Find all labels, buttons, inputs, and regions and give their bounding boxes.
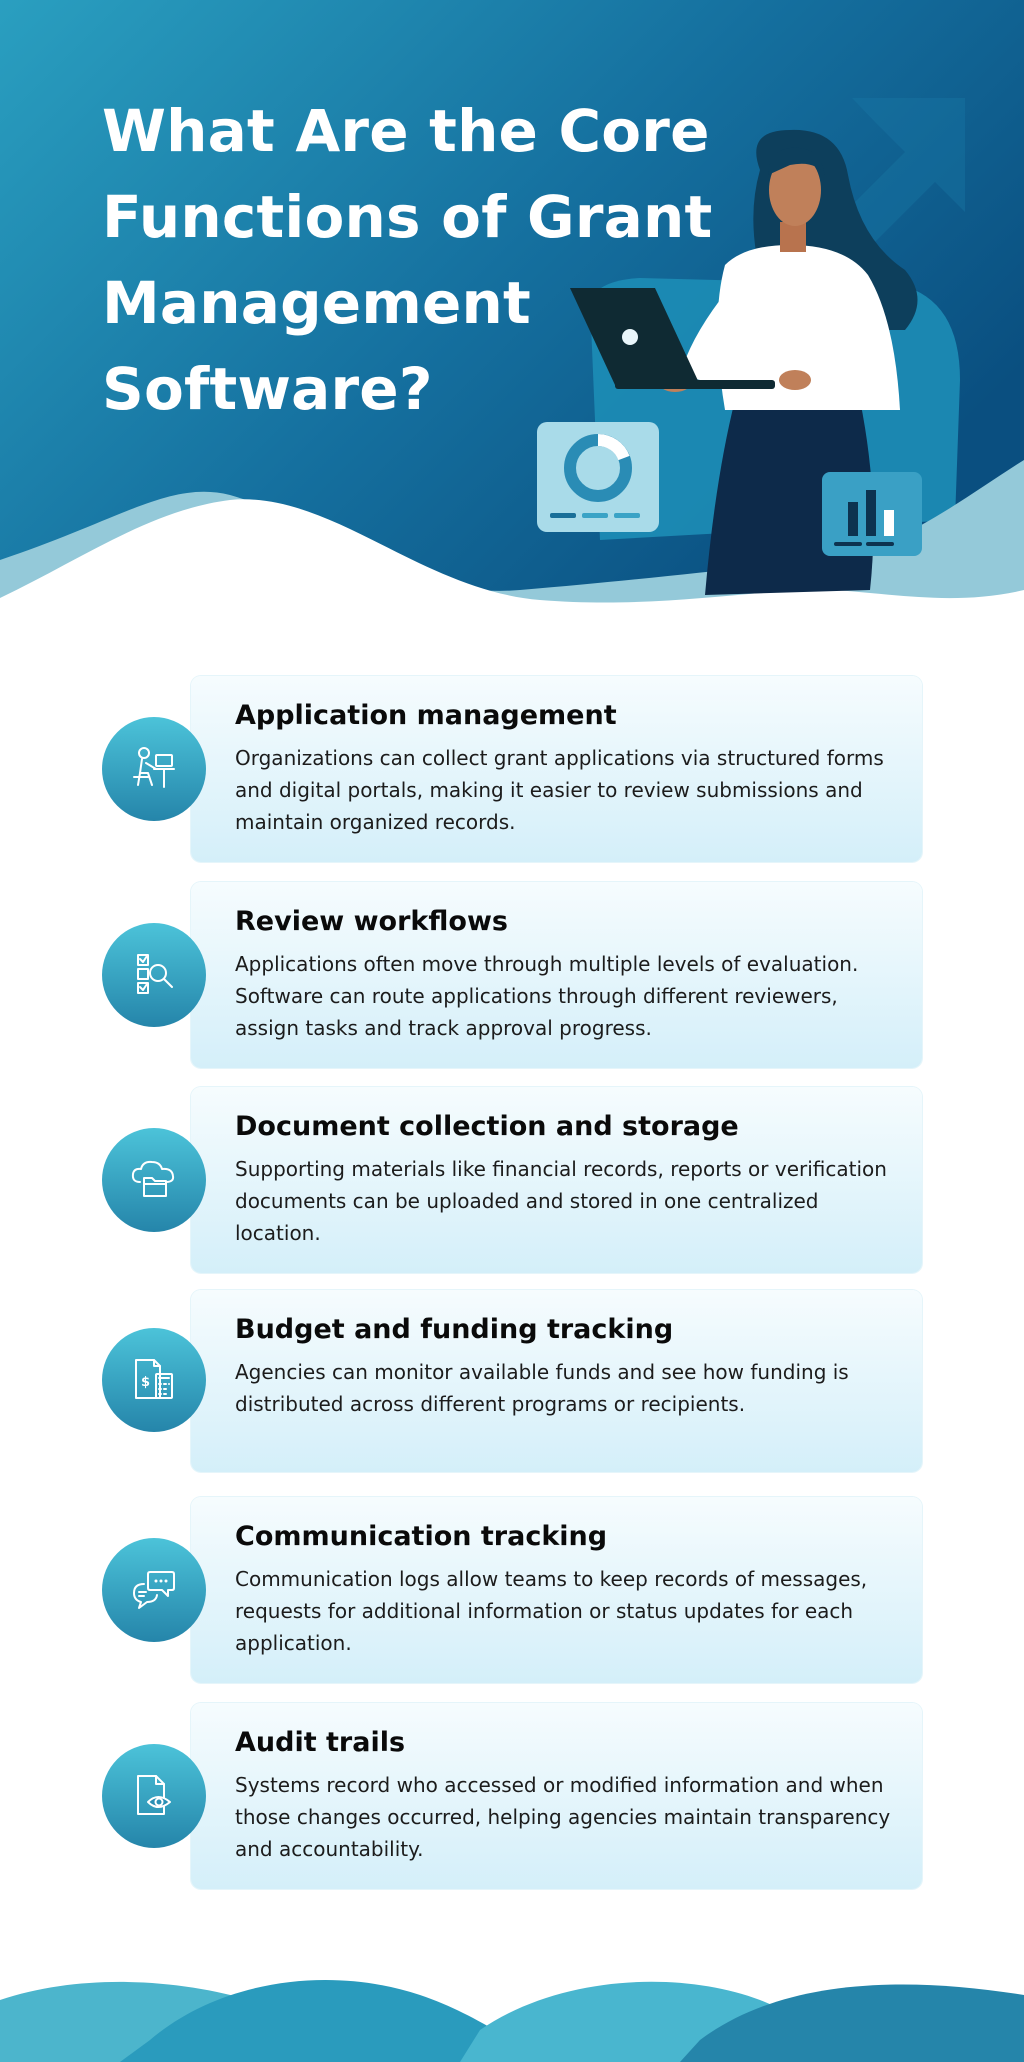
- function-card: [191, 676, 922, 862]
- function-card: [191, 882, 922, 1068]
- page-title: What Are the Core Functions of Grant Management Software?: [102, 97, 713, 423]
- checklist-magnifier-icon: [102, 923, 206, 1027]
- function-title: Communication tracking: [235, 1521, 608, 1552]
- cloud-folder-icon: [102, 1128, 206, 1232]
- document-calculator-icon: [102, 1328, 206, 1432]
- person-at-desk-icon: [102, 717, 206, 821]
- document-eye-icon: [102, 1744, 206, 1848]
- function-description: Agencies can monitor available funds and see how funding is distributed across different programs or recipients.: [235, 1360, 849, 1416]
- chat-bubbles-icon: [102, 1538, 206, 1642]
- function-card: [191, 1290, 922, 1472]
- function-description: Supporting materials like financial records, reports or verification documents can be uploaded and stored in one centralized location.: [235, 1157, 887, 1245]
- svg-text:$: $: [141, 1375, 151, 1390]
- bar-chart-widget: [822, 472, 922, 556]
- function-title: Document collection and storage: [235, 1111, 739, 1142]
- donut-chart-widget: [537, 422, 659, 532]
- function-title: Audit trails: [235, 1727, 406, 1758]
- hero-banner: [0, 0, 1024, 610]
- function-title: Budget and funding tracking: [235, 1314, 674, 1345]
- function-description: Organizations can collect grant applications via structured forms and digital portals, making it easier to review submissions and maintain organized records.: [235, 746, 884, 834]
- function-description: Communication logs allow teams to keep records of messages, requests for additional information or status updates for each application.: [235, 1567, 868, 1655]
- function-card: [191, 1087, 922, 1273]
- function-description: Systems record who accessed or modified information and when those changes occurred, helping agencies maintain transparency and accountability.: [235, 1773, 891, 1861]
- function-title: Application management: [235, 700, 617, 731]
- function-title: Review workflows: [235, 906, 508, 937]
- function-card: [191, 1497, 922, 1683]
- footer-wave: [0, 1970, 1024, 2062]
- function-description: Applications often move through multiple levels of evaluation. Software can route applications through different reviewers, assign tasks and track approval progress.: [235, 952, 859, 1040]
- function-card: [191, 1703, 922, 1889]
